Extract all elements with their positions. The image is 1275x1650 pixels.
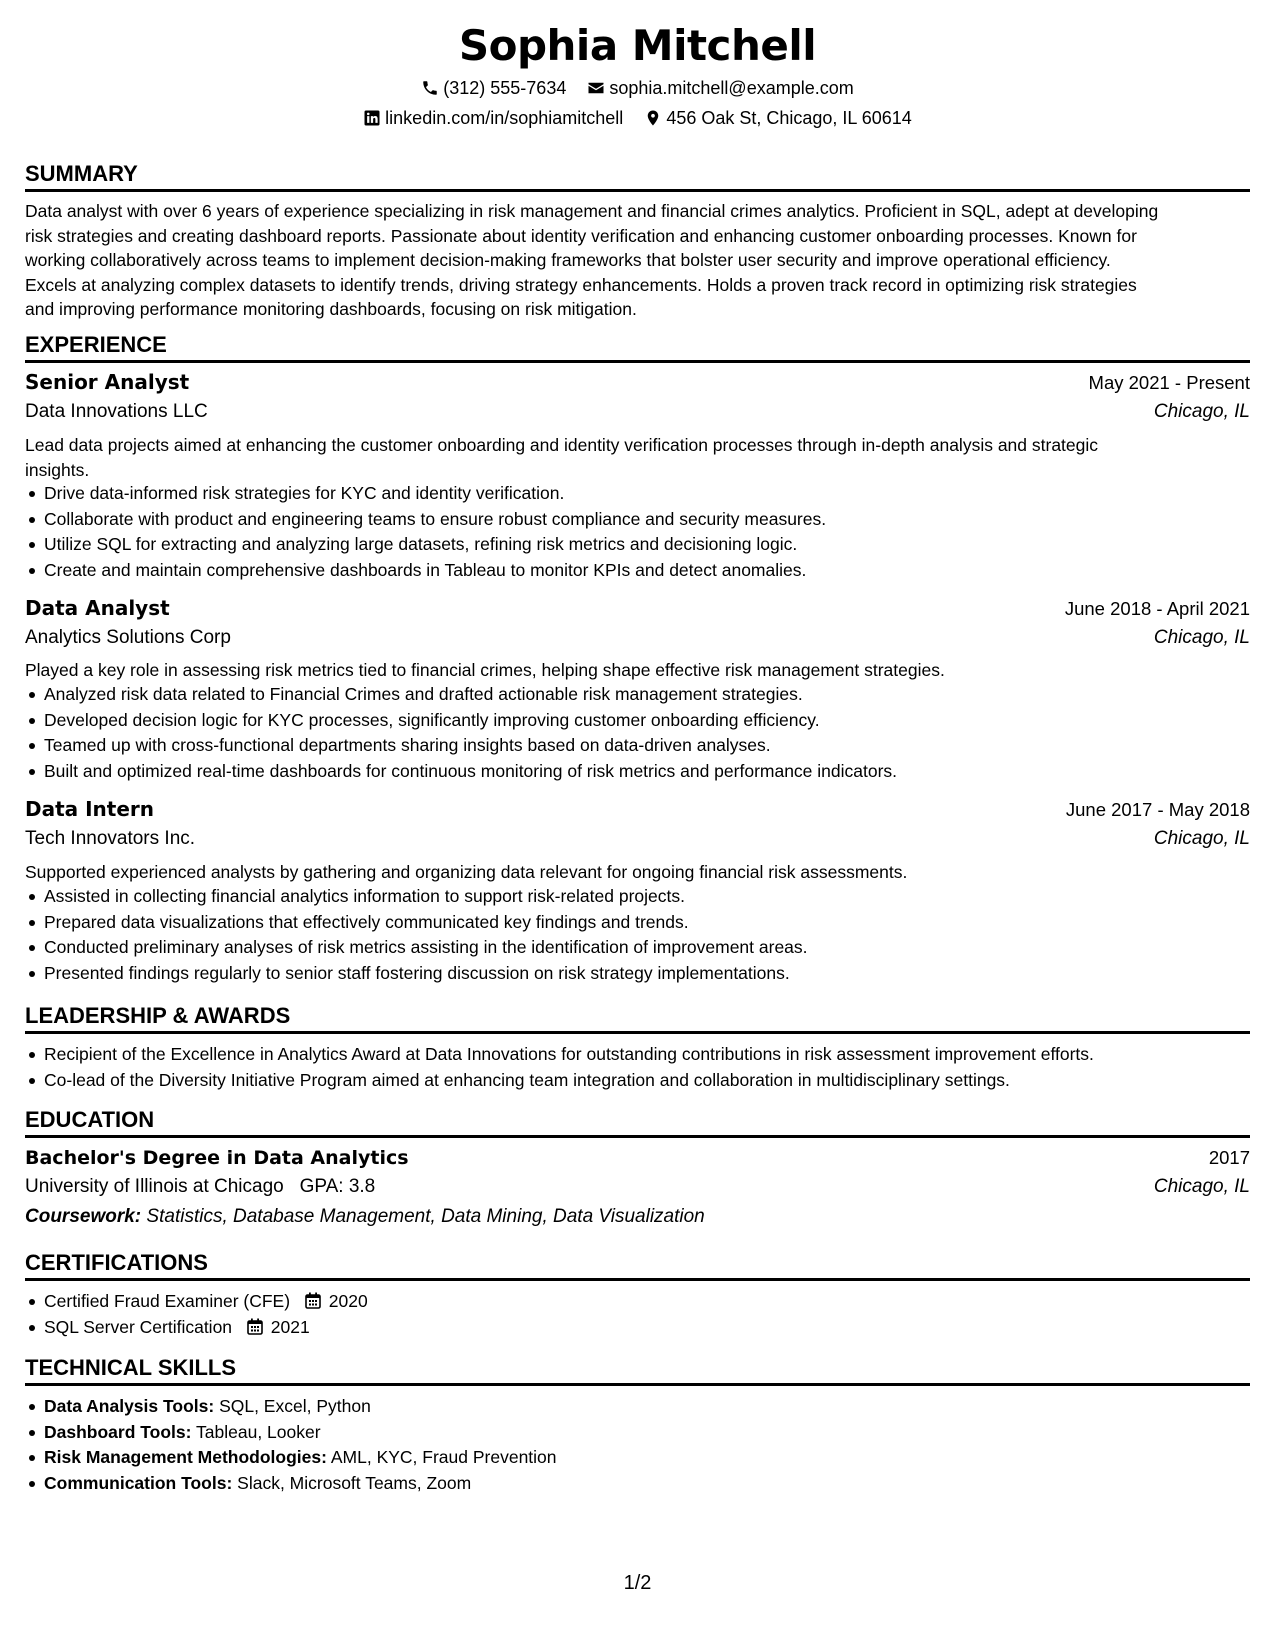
leadership-bullets <box>25 1042 1250 1093</box>
summary-line: risk strategies and creating dashboard reports. Passionate about identity verification and enhancing customer onboarding processes. Known for <box>25 225 1137 246</box>
job-company: Data Innovations LLC <box>25 401 208 422</box>
certification-item <box>25 1315 1250 1341</box>
coursework <box>25 1203 705 1231</box>
job-company-row <box>25 398 1250 426</box>
certification-year: 2021 <box>270 1316 310 1337</box>
job-role: Data Intern <box>25 797 155 821</box>
list-item: Drive data-informed risk strategies for KYC and identity verification. <box>25 481 1250 507</box>
job-company: Analytics Solutions Corp <box>25 627 231 648</box>
map-pin-icon <box>644 109 662 127</box>
job-description-line: Lead data projects aimed at enhancing the customer onboarding and identity verification processes through in-depth analysis and strategic <box>25 435 1099 455</box>
job-title-row <box>25 594 1250 623</box>
candidate-name: Sophia Mitchell <box>458 21 817 70</box>
list-item: Developed decision logic for KYC processes, significantly improving customer onboarding efficiency. <box>25 708 1250 734</box>
list-item: Conducted preliminary analyses of risk metrics assisting in the identification of improvement areas. <box>25 935 1250 961</box>
job-description-line: Supported experienced analysts by gathering and organizing data relevant for ongoing financial risk assessments. <box>25 862 908 882</box>
job-bullets <box>25 682 1250 784</box>
linkedin-icon <box>363 109 381 127</box>
list-item: Co-lead of the Diversity Initiative Program aimed at enhancing team integration and collaboration in multidisciplinary settings. <box>25 1068 1250 1094</box>
address-contact <box>644 105 912 131</box>
job-location: Chicago, IL <box>1153 828 1250 849</box>
linkedin-contact[interactable] <box>363 105 623 131</box>
list-item: Presented findings regularly to senior staff fostering discussion on risk strategy implementations. <box>25 961 1250 987</box>
school-location: Chicago, IL <box>1153 1176 1250 1197</box>
job-location: Chicago, IL <box>1153 401 1250 422</box>
skill-item <box>25 1471 1250 1497</box>
degree-name: Bachelor's Degree in Data Analytics <box>25 1147 409 1169</box>
graduation-year: 2017 <box>1208 1147 1250 1168</box>
skill-value: AML, KYC, Fraud Prevention <box>330 1447 557 1467</box>
phone-text: (312) 555-7634 <box>443 78 567 98</box>
job-company-row <box>25 825 1250 853</box>
gpa: GPA: 3.8 <box>299 1176 376 1197</box>
job-bullets <box>25 481 1250 583</box>
calendar-icon <box>247 1318 263 1335</box>
job-description <box>25 658 1250 683</box>
job-company: Tech Innovators Inc. <box>25 828 196 849</box>
email-contact[interactable] <box>587 75 853 101</box>
summary-line: working collaboratively across teams to implement decision-making frameworks that bolster user security and improve operational efficiency. <box>25 250 1111 270</box>
job-dates: May 2021 - Present <box>1088 372 1250 393</box>
education-heading: EDUCATION <box>25 1107 155 1132</box>
job-location: Chicago, IL <box>1153 627 1250 648</box>
certifications-heading: CERTIFICATIONS <box>25 1250 208 1275</box>
list-item: Create and maintain comprehensive dashboards in Tableau to monitor KPIs and detect anomalies. <box>25 558 1250 584</box>
page-number: 1/2 <box>623 1572 652 1594</box>
section-divider <box>25 360 1250 363</box>
leadership-heading: LEADERSHIP & AWARDS <box>25 1003 291 1028</box>
skill-value: SQL, Excel, Python <box>219 1396 371 1416</box>
certification-name: SQL Server Certification <box>44 1316 233 1337</box>
coursework-list: Statistics, Database Management, Data Mining, Data Visualization <box>146 1206 705 1227</box>
phone-contact <box>421 75 566 101</box>
list-item: Assisted in collecting financial analytics information to support risk-related projects. <box>25 884 1250 910</box>
job-role: Data Analyst <box>25 596 170 620</box>
job-bullets <box>25 884 1250 986</box>
certification-item <box>25 1289 1250 1315</box>
skills-list <box>25 1394 1250 1496</box>
job-role: Senior Analyst <box>25 370 190 394</box>
list-item: Built and optimized real-time dashboards for continuous monitoring of risk metrics and performance indicators. <box>25 759 1250 785</box>
resume-page <box>25 0 1250 1650</box>
skill-label: Communication Tools: <box>44 1472 233 1493</box>
school-name: University of Illinois at Chicago <box>25 1176 284 1197</box>
phone-icon <box>421 79 439 97</box>
skill-value: Slack, Microsoft Teams, Zoom <box>237 1472 472 1493</box>
linkedin-link[interactable]: linkedin.com/in/sophiamitchell <box>385 108 624 128</box>
email-link[interactable]: sophia.mitchell@example.com <box>609 78 854 98</box>
contact-row-2 <box>25 105 1250 134</box>
job-description <box>25 860 1250 885</box>
job-dates: June 2018 - April 2021 <box>1064 598 1250 619</box>
job-company-row <box>25 624 1250 652</box>
certification-name: Certified Fraud Examiner (CFE) <box>44 1291 291 1311</box>
skill-item <box>25 1420 1250 1446</box>
job-dates: June 2017 - May 2018 <box>1065 799 1250 820</box>
education-school-row <box>25 1173 1250 1201</box>
school-info <box>25 1173 375 1201</box>
envelope-icon <box>587 79 605 97</box>
certification-year: 2020 <box>328 1291 368 1311</box>
section-divider <box>25 1383 1250 1386</box>
summary-line: and improving performance monitoring dashboards, focusing on risk mitigation. <box>25 299 637 319</box>
section-divider <box>25 1031 1250 1034</box>
list-item: Analyzed risk data related to Financial Crimes and drafted actionable risk management strategies. <box>25 682 1250 708</box>
job-title-row <box>25 368 1250 397</box>
section-divider <box>25 1135 1250 1138</box>
summary-line: Data analyst with over 6 years of experience specializing in risk management and financial crimes analytics. Proficient in SQL, adept at developing <box>25 201 1159 221</box>
summary-heading: SUMMARY <box>25 161 138 186</box>
address-text: 456 Oak St, Chicago, IL 60614 <box>666 108 912 128</box>
education-degree-row <box>25 1144 1250 1172</box>
contact-row-1 <box>25 75 1250 104</box>
job-description-line: insights. <box>25 459 90 480</box>
list-item: Teamed up with cross-functional departments sharing insights based on data-driven analyses. <box>25 733 1250 759</box>
job-description <box>25 433 1250 482</box>
skill-label: Risk Management Methodologies: <box>44 1447 327 1467</box>
experience-heading: EXPERIENCE <box>25 332 167 357</box>
skill-label: Dashboard Tools: <box>44 1421 192 1442</box>
skill-label: Data Analysis Tools: <box>44 1396 215 1416</box>
job-description-line: Played a key role in assessing risk metrics tied to financial crimes, helping shape effective risk management strategies. <box>25 660 945 680</box>
summary-line: Excels at analyzing complex datasets to identify trends, driving strategy enhancements. Holds a proven track record in optimizing risk strategies <box>25 274 1137 295</box>
list-item: Utilize SQL for extracting and analyzing large datasets, refining risk metrics and decisioning logic. <box>25 532 1250 558</box>
list-item: Prepared data visualizations that effectively communicated key findings and trends. <box>25 910 1250 936</box>
section-divider <box>25 189 1250 192</box>
list-item: Collaborate with product and engineering teams to ensure robust compliance and security measures. <box>25 507 1250 533</box>
summary-text <box>25 199 1250 322</box>
skills-heading: TECHNICAL SKILLS <box>25 1355 237 1380</box>
certification-list <box>25 1289 1250 1340</box>
skill-value: Tableau, Looker <box>196 1421 321 1442</box>
section-divider <box>25 1278 1250 1281</box>
coursework-label: Coursework: <box>25 1206 142 1227</box>
skill-item <box>25 1445 1250 1471</box>
list-item: Recipient of the Excellence in Analytics Award at Data Innovations for outstanding contributions in risk assessment improvement efforts. <box>25 1042 1250 1068</box>
skill-item <box>25 1394 1250 1420</box>
calendar-icon <box>305 1292 321 1309</box>
job-title-row <box>25 795 1250 824</box>
